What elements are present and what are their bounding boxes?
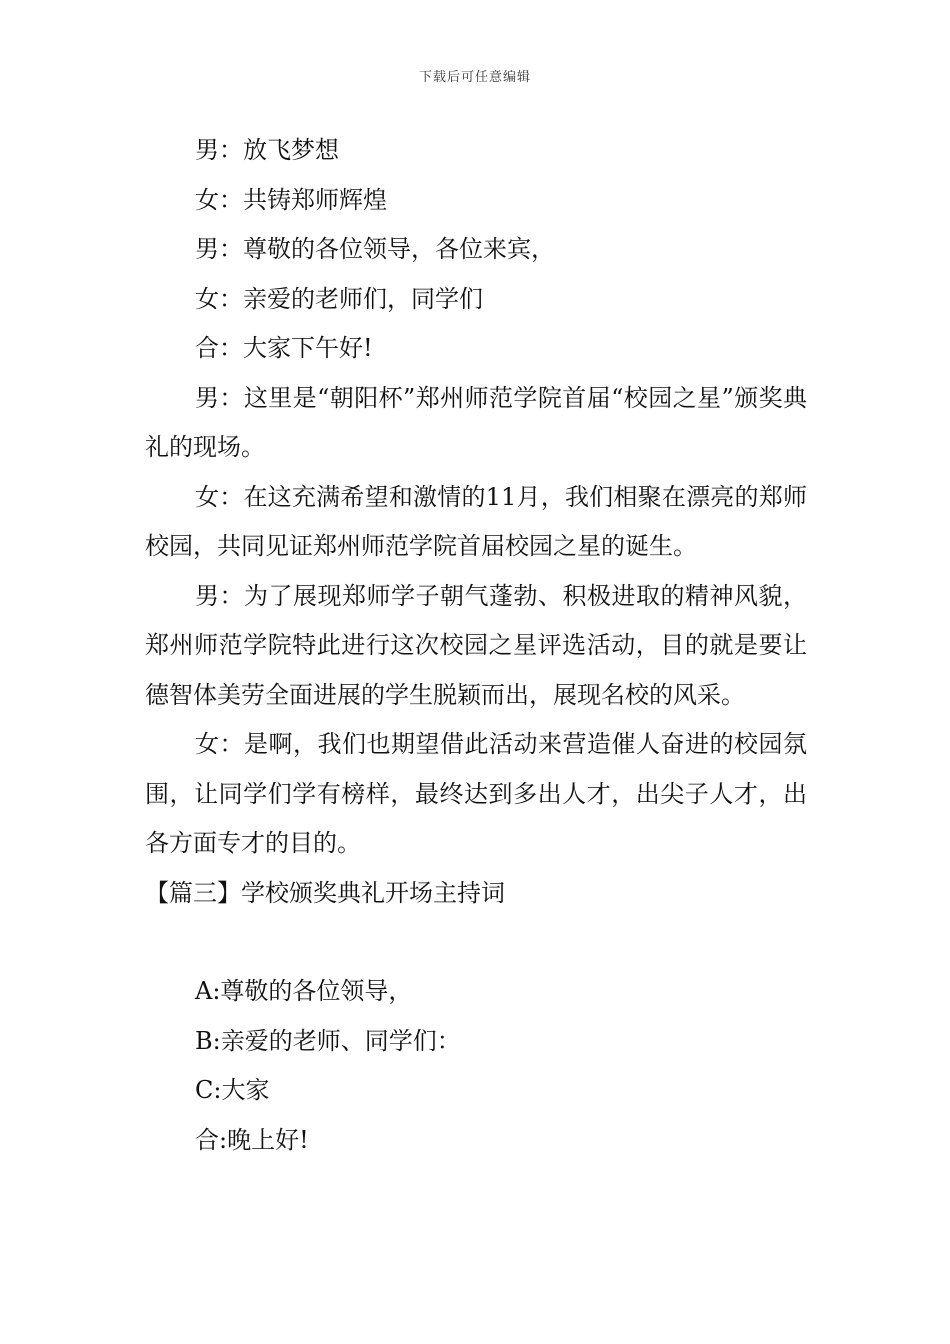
section-heading: 【篇三】学校颁奖典礼开场主持词 xyxy=(145,878,505,907)
dialogue-line: 男：放飞梦想 xyxy=(195,136,339,164)
dialogue-paragraph: 女：在这充满希望和激情的11月，我们相聚在漂亮的郑师校园，共同见证郑州师范学院首届校园之星的诞生。 xyxy=(145,482,807,560)
dialogue-paragraph: 女：是啊，我们也期望借此活动来营造催人奋进的校园氛围，让同学们学有榜样，最终达到多出人才，出尖子人才，出各方面专才的目的。 xyxy=(145,730,807,857)
document-body xyxy=(145,126,807,1165)
dialogue-line: 男：尊敬的各位领导，各位来宾， xyxy=(195,235,555,263)
section-line: B:亲爱的老师、同学们： xyxy=(195,1026,461,1055)
blank-line xyxy=(145,918,807,967)
section-line: A:尊敬的各位领导， xyxy=(195,977,413,1005)
header-note: 下载后可任意编辑 xyxy=(418,70,531,85)
dialogue-line: 女：亲爱的老师们，同学们 xyxy=(195,284,483,313)
dialogue-paragraph: 男：为了展现郑师学子朝气蓬勃、积极进取的精神风貌，郑州师范学院特此进行这次校园之星评选活动，目的就是要让德智体美劳全面进展的学生脱颖而出，展现名校的风采。 xyxy=(145,581,807,709)
dialogue-paragraph: 男：这里是“朝阳杯”郑州师范学院首届“校园之星”颁奖典礼的现场。 xyxy=(145,383,807,461)
dialogue-line: 合：大家下午好! xyxy=(195,334,373,362)
section-line: 合:晚上好! xyxy=(195,1125,309,1154)
dialogue-line: 女：共铸郑师辉煌 xyxy=(195,185,387,214)
section-line: C:大家 xyxy=(195,1076,270,1104)
